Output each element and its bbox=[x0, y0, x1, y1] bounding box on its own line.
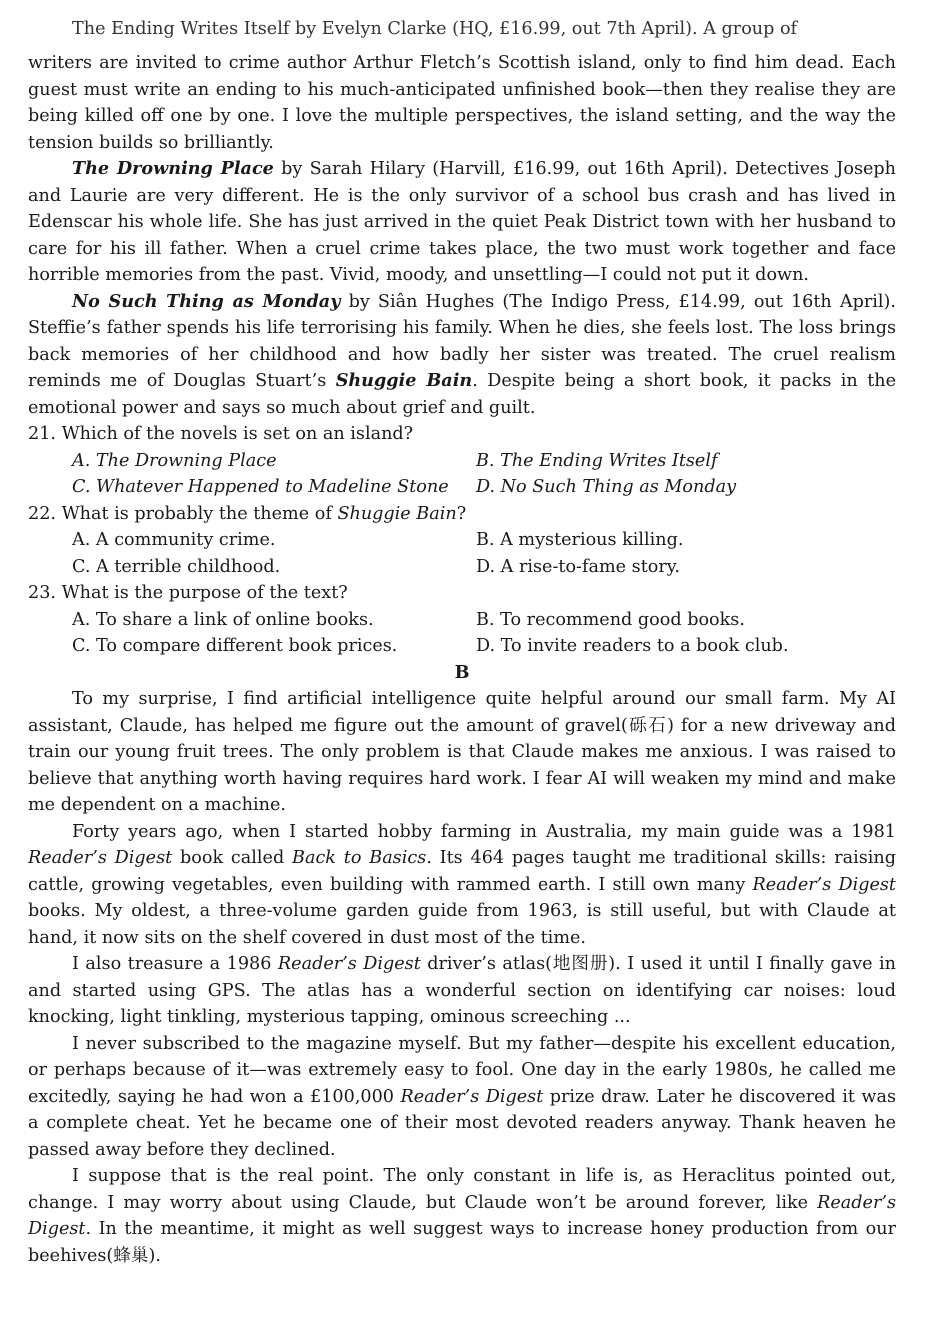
option-c: C. Whatever Happened to Madeline Stone bbox=[72, 477, 449, 497]
review-drowning-place bbox=[28, 156, 896, 289]
exam-page bbox=[28, 19, 897, 1269]
book-title: No Such Thing as Monday bbox=[72, 290, 341, 312]
cut-off-line: The Ending Writes Itself by Evelyn Clarke (HQ, £16.99, out 7th April). A group of bbox=[72, 19, 798, 39]
option-b: B. The Ending Writes Itself bbox=[476, 450, 718, 471]
review-text: . Despite being a short book, it packs in the emotional power and says so much about grief and guilt. bbox=[28, 371, 897, 418]
passage-b-paragraph-2: Forty years ago, when I started hobby farming in Australia, my main guide was a 1981 Reader’s Digest book called Back to Basics. Its 464 pages taught me traditional skills: raising cattle, growing vegetables, even building with rammed earth. I still own many Reader’s Digest books. My oldest, a three-volume garden guide from 1963, is still useful, but with Claude at hand, it now sits on the shelf covered in dust most of the time. bbox=[28, 821, 897, 948]
question-stem: 21. Which of the novels is set on an island? bbox=[28, 424, 414, 444]
question-23 bbox=[28, 580, 896, 660]
option-d: D. To invite readers to a book club. bbox=[476, 636, 789, 656]
review-no-such-thing-as-monday bbox=[28, 289, 896, 422]
answer-options bbox=[28, 448, 896, 501]
question-22 bbox=[28, 501, 896, 581]
option-a: A. A community crime. bbox=[72, 530, 276, 550]
option-c: C. To compare different book prices. bbox=[72, 636, 398, 656]
review-text: by Siân Hughes (The Indigo Press, £14.99, out 16th April). Steffie’s father spends his life terrorising his family. When he dies, she feels lost. The loss brings back memories of her childhood and how badly her sister was treated. The cruel realism reminds me of Douglas Stuart’s bbox=[28, 291, 896, 391]
question-21 bbox=[28, 421, 896, 501]
book-reference: Shuggie Bain bbox=[335, 370, 473, 391]
option-a: A. To share a link of online books. bbox=[72, 609, 374, 630]
passage-b-paragraph-5: I suppose that is the real point. The only constant in life is, as Heraclitus pointed out, change. I may worry about using Claude, but Claude won’t be around forever, like Reader’s Digest. In the meantime, it might as well suggest ways to increase honey production from our beehives(蜂巢). bbox=[28, 1166, 896, 1266]
option-c: C. A terrible childhood. bbox=[72, 556, 281, 577]
option-b: B. A mysterious killing. bbox=[476, 530, 684, 550]
option-d: D. No Such Thing as Monday bbox=[476, 477, 737, 497]
review-text: by Sarah Hilary (Harvill, £16.99, out 16th April). Detectives Joseph and Laurie are very different. He is the only survivor of a school bus crash and has lived in Edenscar his whole life. She has just arrived in the quiet Peak District town with her husband to care for his ill father. When a cruel crime takes place, the two must work together and face horrible memories from the past. Vivid, moody, and unsettling—I could not put it down. bbox=[28, 159, 896, 285]
question-stem: 22. What is probably the theme of Shuggie Bain? bbox=[28, 503, 467, 524]
option-d: D. A rise-to-fame story. bbox=[476, 556, 680, 577]
passage-b-paragraph-1: To my surprise, I find artificial intelligence quite helpful around our small farm. My AI assistant, Claude, has helped me figure out the amount of gravel(砾石) for a new driveway and train our young fruit trees. The only problem is that Claude makes me anxious. I was raised to believe that anything worth having requires hard work. I fear AI will weaken my mind and make me dependent on a machine. bbox=[28, 689, 896, 815]
answer-options bbox=[28, 607, 896, 660]
question-stem: 23. What is the purpose of the text? bbox=[28, 583, 348, 603]
passage-b-paragraph-3: I also treasure a 1986 Reader’s Digest driver’s atlas(地图册). I used it until I finally gave in and started using GPS. The atlas has a wonderful section on identifying car noises: loud knocking, light tinkling, mysterious tapping, ominous screeching ... bbox=[28, 954, 897, 1027]
review-ending-writes-itself: writers are invited to crime author Arthur Fletch’s Scottish island, only to find him dead. Each guest must write an ending to his much-anticipated unfinished book—then they realise they are being killed off one by one. I love the multiple perspectives, the island setting, and the way the tension builds so brilliantly. bbox=[28, 53, 896, 153]
option-a: A. The Drowning Place bbox=[72, 450, 277, 471]
answer-options bbox=[28, 527, 896, 580]
option-b: B. To recommend good books. bbox=[476, 609, 745, 630]
section-heading: B bbox=[454, 661, 470, 683]
book-title: The Drowning Place bbox=[72, 158, 274, 179]
passage-b-paragraph-4: I never subscribed to the magazine myself. But my father—despite his excellent education, or perhaps because of it—was extremely easy to fool. One day in the early 1980s, he called me excitedly, saying he had won a £100,000 Reader’s Digest prize draw. Later he discovered it was a complete cheat. Yet he became one of their most devoted readers anyway. Thank heaven he passed away before they declined. bbox=[28, 1033, 896, 1160]
